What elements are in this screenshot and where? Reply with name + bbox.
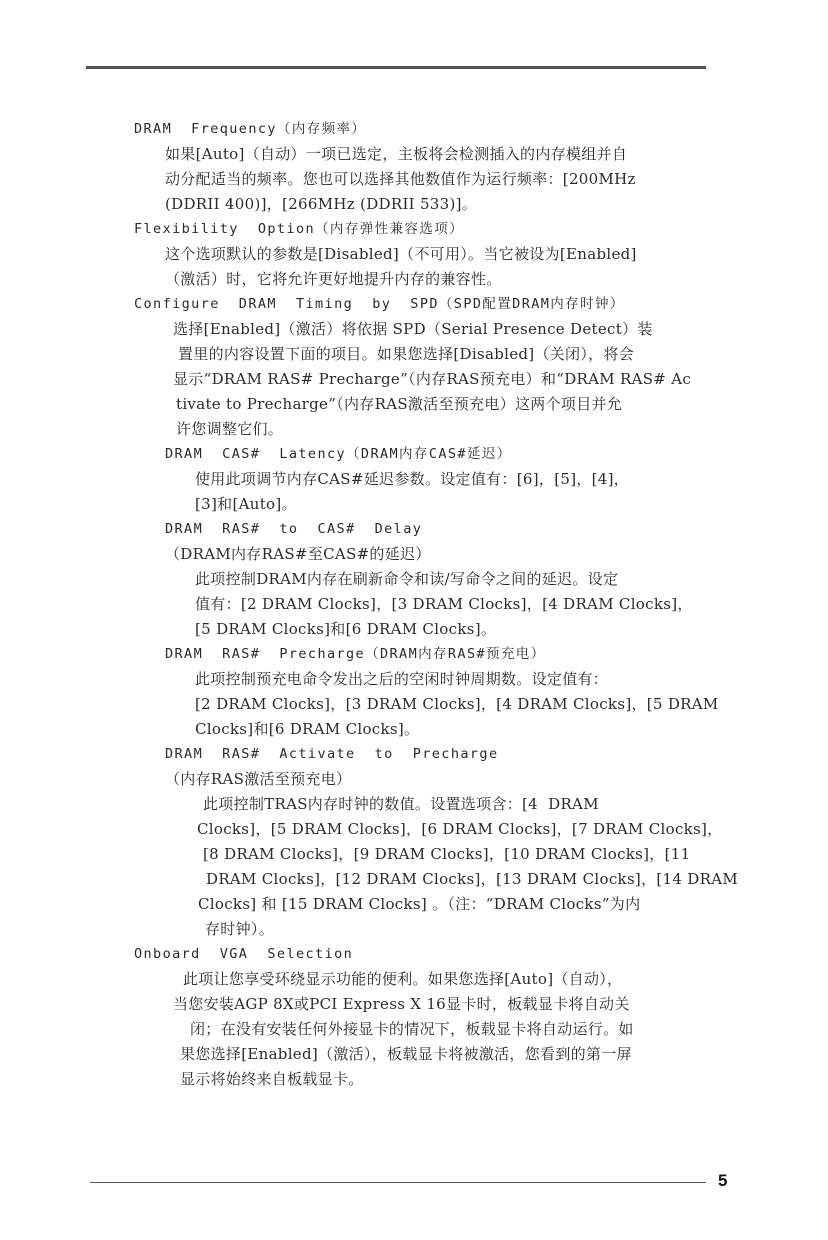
page-number: 5 <box>718 1171 728 1190</box>
text-line: 此项控制预充电命令发出之后的空闲时钟周期数。设定值有： <box>195 670 609 688</box>
heading-dram-cas-latency: DRAM CAS# Latency（DRAM内存CAS#延迟） <box>165 446 512 462</box>
text-line: [2 DRAM Clocks]，[3 DRAM Clocks]，[4 DRAM Clocks]，[5 DRAM <box>195 695 719 713</box>
text-line: 果您选择[Enabled]（激活），板载显卡将被激活，您看到的第一屏 <box>180 1045 632 1063</box>
text-line: 此项控制TRAS内存时钟的数值。设置选项含：[4 DRAM <box>203 795 599 813</box>
text-line: 使用此项调节内存CAS#延迟参数。设定值有：[6]，[5]，[4]， <box>195 470 630 488</box>
text-line: 显示将始终来自板载显卡。 <box>180 1070 364 1088</box>
text-line: 显示“DRAM RAS# Precharge”（内存RAS预充电）和“DRAM RAS# Ac <box>173 370 692 388</box>
subheading-dram-ras-to-cas-delay: （DRAM内存RAS#至CAS#的延迟） <box>165 545 431 563</box>
text-line: (DDRII 400)]，[266MHz (DDRII 533)]。 <box>165 195 478 213</box>
heading-flexibility-option: Flexibility Option（内存弹性兼容选项） <box>134 221 465 237</box>
text-line: 当您安装AGP 8X或PCI Express X 16显卡时，板载显卡将自动关 <box>173 995 630 1013</box>
text-line: 存时钟）。 <box>205 920 275 938</box>
text-line: Clocks]，[5 DRAM Clocks]，[6 DRAM Clocks]，[7 DRAM Clocks]， <box>197 820 723 838</box>
text-line: [5 DRAM Clocks]和[6 DRAM Clocks]。 <box>195 620 497 638</box>
text-line: 如果[Auto]（自动）一项已选定，主板将会检测插入的内存模组并自 <box>165 145 628 163</box>
text-line: Clocks]和[6 DRAM Clocks]。 <box>195 720 420 738</box>
text-line: （激活）时，它将允许更好地提升内存的兼容性。 <box>165 270 502 288</box>
heading-dram-ras-activate-to-precharge: DRAM RAS# Activate to Precharge <box>165 746 499 762</box>
heading-dram-frequency: DRAM Frequency（内存频率） <box>134 121 367 137</box>
text-line: DRAM Clocks]，[12 DRAM Clocks]，[13 DRAM Clocks]，[14 DRAM <box>206 870 739 888</box>
text-line: 值有：[2 DRAM Clocks]，[3 DRAM Clocks]，[4 DRAM Clocks]， <box>195 595 693 613</box>
text-line: Clocks] 和 [15 DRAM Clocks] 。（注：“DRAM Clocks”为内 <box>198 895 641 913</box>
heading-configure-dram-timing: Configure DRAM Timing by SPD（SPD配置DRAM内存时钟） <box>134 296 625 312</box>
text-line: 闭；在没有安装任何外接显卡的情况下，板载显卡将自动运行。如 <box>190 1020 634 1038</box>
text-line: tivate to Precharge”（内存RAS激活至预充电）这两个项目并允 <box>176 395 623 413</box>
heading-onboard-vga-selection: Onboard VGA Selection <box>134 946 354 962</box>
heading-dram-ras-precharge: DRAM RAS# Precharge（DRAM内存RAS#预充电） <box>165 646 546 662</box>
text-line: 动分配适当的频率。您也可以选择其他数值作为运行频率：[200MHz <box>165 170 636 188</box>
text-line: [8 DRAM Clocks]，[9 DRAM Clocks]，[10 DRAM Clocks]，[11 <box>203 845 691 863</box>
subheading-dram-ras-activate-to-precharge: （内存RAS激活至预充电） <box>165 770 352 788</box>
heading-dram-ras-to-cas-delay: DRAM RAS# to CAS# Delay <box>165 521 423 537</box>
text-line: 许您调整它们。 <box>176 420 284 438</box>
text-line: 选择[Enabled]（激活）将依据 SPD（Serial Presence Detect）装 <box>173 320 653 338</box>
text-line: [3]和[Auto]。 <box>195 495 297 513</box>
text-line: 这个选项默认的参数是[Disabled]（不可用）。当它被设为[Enabled] <box>165 245 637 263</box>
text-line: 此项让您享受环绕显示功能的便利。如果您选择[Auto]（自动）， <box>183 970 623 988</box>
text-line: 置里的内容设置下面的项目。如果您选择[Disabled]（关闭），将会 <box>178 345 635 363</box>
top-rule <box>86 66 706 69</box>
bottom-rule <box>90 1182 706 1183</box>
text-line: 此项控制DRAM内存在刷新命令和读/写命令之间的延迟。设定 <box>195 570 619 588</box>
